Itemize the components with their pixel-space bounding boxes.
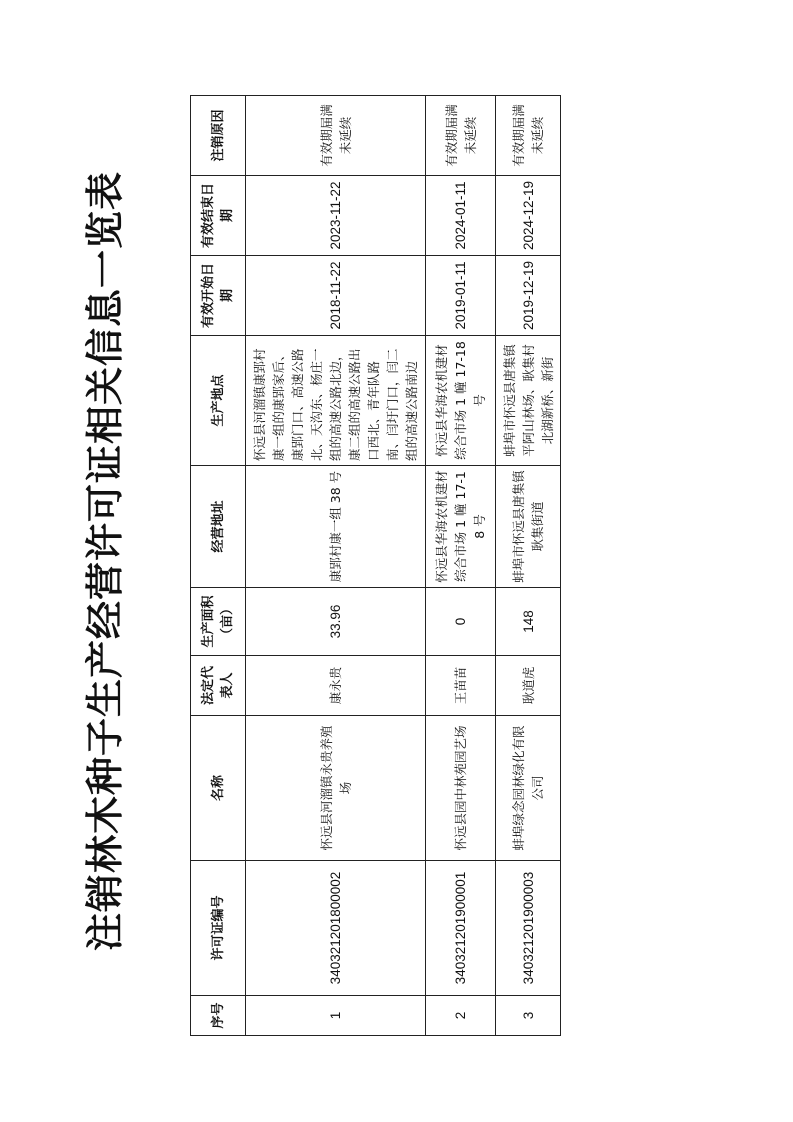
header-cell: 名称 [191,716,246,861]
business-address: 怀远县华海农机建材综合市场 1 幢 17-18 号 [426,466,496,588]
header-cell: 有效开始日期 [191,256,246,336]
production-location: 蚌埠市怀远县唐集镇平阿山林场、耿集村北湖新桥、新街 [496,336,561,466]
header-cell: 生产面积（亩） [191,588,246,656]
cancel-reason: 有效期届满未延续 [246,96,426,176]
license-number: 340321201900003 [496,861,561,996]
header-cell: 法定代表人 [191,656,246,716]
business-address: 蚌埠市怀远县唐集镇耿集街道 [496,466,561,588]
start-date: 2019-01-11 [426,256,496,336]
end-date: 2024-01-11 [426,176,496,256]
legal-representative: 王苗苗 [426,656,496,716]
company-name: 怀远县河溜镇永贵养殖场 [246,716,426,861]
end-date: 2024-12-19 [496,176,561,256]
cancel-reason: 有效期届满未延续 [496,96,561,176]
legal-representative: 康永贵 [246,656,426,716]
license-number: 340321201900001 [426,861,496,996]
rotated-table-wrapper [190,96,560,1036]
production-area: 0 [426,588,496,656]
header-row [191,96,246,1036]
production-area: 33.96 [246,588,426,656]
license-table [190,95,561,1036]
header-cell: 注销原因 [191,96,246,176]
cancel-reason: 有效期届满未延续 [426,96,496,176]
license-number: 340321201800002 [246,861,426,996]
production-area: 148 [496,588,561,656]
row-number: 2 [426,996,496,1036]
row-number: 1 [246,996,426,1036]
end-date: 2023-11-22 [246,176,426,256]
header-cell: 有效结束日期 [191,176,246,256]
company-name: 蚌埠绿念园林绿化有限公司 [496,716,561,861]
table-row [496,96,561,1036]
production-location: 怀远县华海农机建材综合市场 1 幢 17-18 号 [426,336,496,466]
header-cell: 许可证编号 [191,861,246,996]
company-name: 怀远县园中林苑园艺场 [426,716,496,861]
document-title: 注销林木种子生产经营许可证相关信息一览表 [82,171,127,952]
legal-representative: 耿道虎 [496,656,561,716]
header-cell: 生产地点 [191,336,246,466]
table-row [426,96,496,1036]
header-cell: 序号 [191,996,246,1036]
table-row [246,96,426,1036]
start-date: 2019-12-19 [496,256,561,336]
production-location: 怀远县河溜镇康郢村康一组的康郢家后、康郢门口、高速公路北、天沟东、杨庄一组的高速公路北边，康二组的高速公路出口西北、青年队路南、闫圩门口，闫二组的高速公路南边 [246,336,426,466]
row-number: 3 [496,996,561,1036]
start-date: 2018-11-22 [246,256,426,336]
business-address: 康郢村康一组 38 号 [246,466,426,588]
header-cell: 经营地址 [191,466,246,588]
